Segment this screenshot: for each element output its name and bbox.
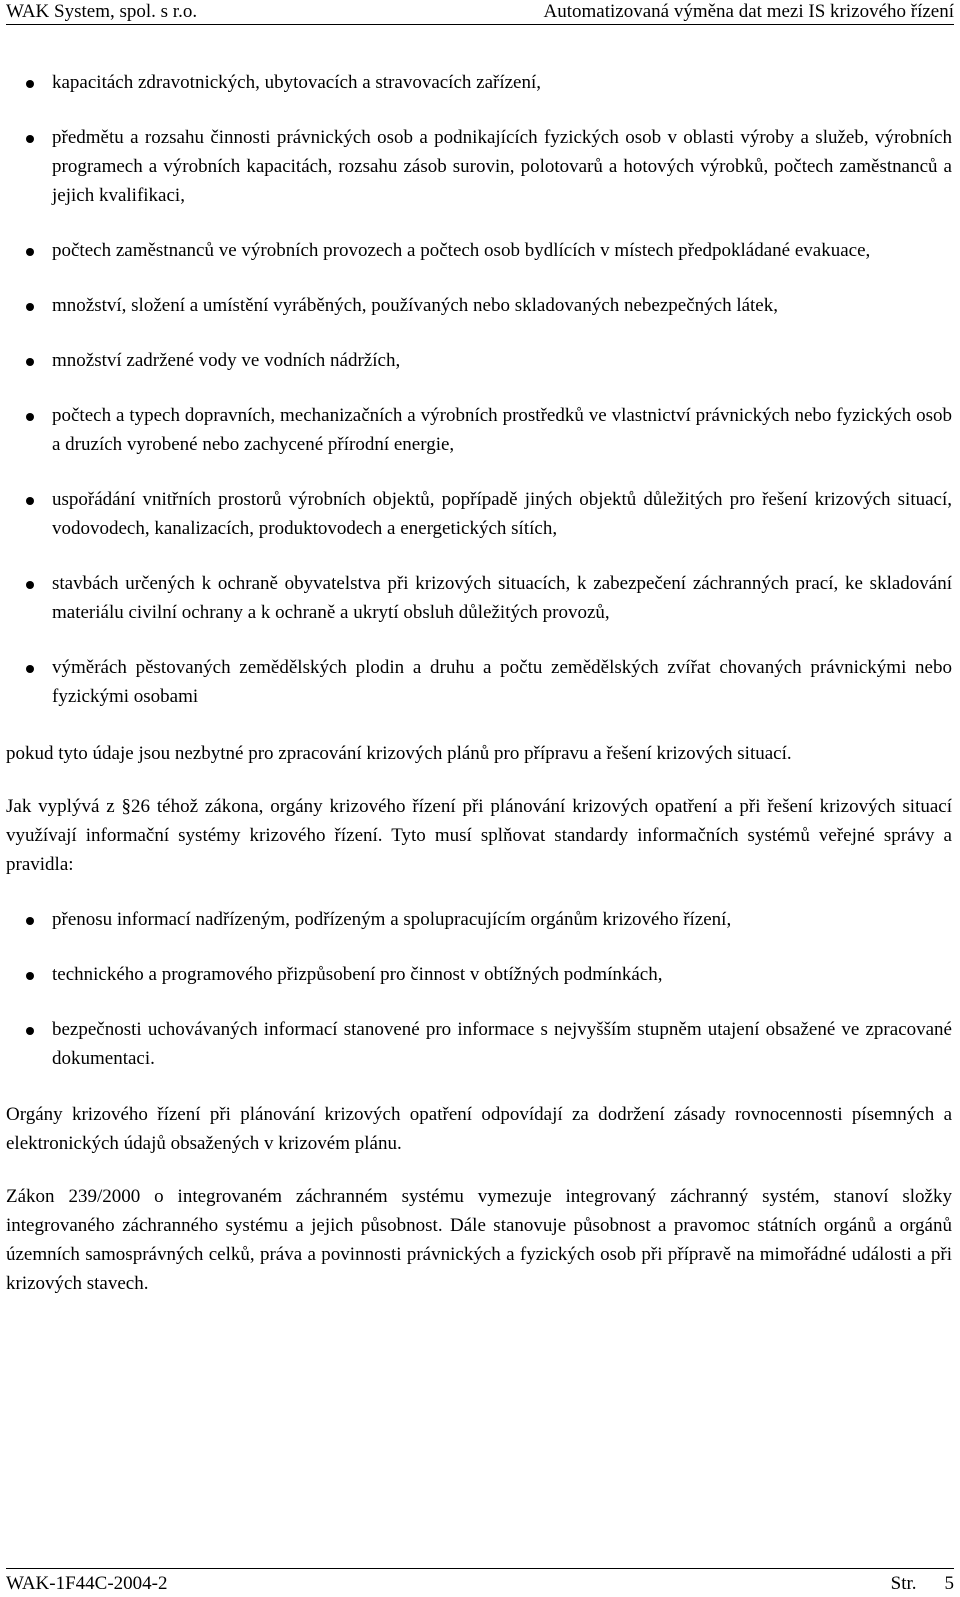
page-footer — [6, 1568, 954, 1595]
paragraph-equivalence: Orgány krizového řízení při plánování krizových opatření odpovídají za dodržení zásady rovnocennosti písemných a elektronických údajů obsažených v krizovém plánu. — [6, 1104, 952, 1154]
paragraph-section-26: Jak vyplývá z §26 téhož zákona, orgány krizového řízení při plánování krizových opatření a při řešení krizových situací využívají informační systémy krizového řízení. Tyto musí splňovat standardy informačních systémů veřejné správy a pravidla: — [6, 796, 952, 875]
bullet-icon — [26, 303, 34, 311]
bullet-icon — [26, 665, 34, 673]
footer-page-label: Str. — [890, 1573, 917, 1594]
list-item: bezpečnosti uchovávaných informací stanovené pro informace s nejvyšším stupněm utajení obsažené ve zpracované dokumentaci. — [6, 1015, 952, 1073]
list-item: množství, složení a umístění vyráběných, používaných nebo skladovaných nebezpečných látek, — [6, 291, 952, 320]
list-item: uspořádání vnitřních prostorů výrobních objektů, popřípadě jiných objektů důležitých pro řešení krizových situací, vodovodech, kanalizacích, produktovodech a energetických sítích, — [6, 485, 952, 543]
bullet-icon — [26, 248, 34, 256]
list-item: přenosu informací nadřízeným, podřízeným a spolupracujícím orgánům krizového řízení, — [6, 905, 952, 934]
bullet-icon — [26, 80, 34, 88]
list-item: počtech zaměstnanců ve výrobních provozech a počtech osob bydlících v místech předpokládané evakuace, — [6, 236, 952, 265]
list-item: předmětu a rozsahu činnosti právnických osob a podnikajících fyzických osob v oblasti výroby a služeb, výrobních programech a výrobních kapacitách, rozsahu zásob surovin, polotovarů a hotových výrobků, počtech zaměstnanců a jejich kvalifikaci, — [6, 123, 952, 210]
bullet-icon — [26, 358, 34, 366]
footer-page — [891, 1571, 954, 1597]
bullet-icon — [26, 413, 34, 421]
footer-doc-id: WAK-1F44C-2004-2 — [6, 1573, 168, 1594]
header-title: Automatizovaná výměna dat mezi IS krizového řízení — [543, 1, 954, 22]
document-body — [6, 68, 952, 1322]
bullet-icon — [26, 581, 34, 589]
bullet-icon — [26, 972, 34, 980]
paragraph-law-239: Zákon 239/2000 o integrovaném záchranném systému vymezuje integrovaný záchranný systém, stanoví složky integrovaného záchranného systému a jejich působnost. Dále stanovuje působnost a pravomoc státních orgánů a orgánů územních samosprávných celků, práva a povinnosti právnických a fyzických osob při přípravě na mimořádné události a při krizových stavech. — [6, 1186, 952, 1294]
bullet-list-data-sources — [6, 68, 952, 711]
header-company: WAK System, spol. s r.o. — [6, 1, 198, 22]
footer-page-number: 5 — [944, 1573, 954, 1594]
bullet-icon — [26, 1027, 34, 1035]
list-item: kapacitách zdravotnických, ubytovacích a stravovacích zařízení, — [6, 68, 952, 97]
list-item: technického a programového přizpůsobení pro činnost v obtížných podmínkách, — [6, 960, 952, 989]
bullet-icon — [26, 497, 34, 505]
paragraph-condition: pokud tyto údaje jsou nezbytné pro zpracování krizových plánů pro přípravu a řešení krizových situací. — [6, 743, 792, 764]
bullet-list-rules — [6, 905, 952, 1073]
bullet-icon — [26, 917, 34, 925]
page-header — [6, 0, 954, 25]
list-item: počtech a typech dopravních, mechanizačních a výrobních prostředků ve vlastnictví právnických nebo fyzických osob a druzích vyrobené nebo zachycené přírodní energie, — [6, 401, 952, 459]
list-item: stavbách určených k ochraně obyvatelstva při krizových situacích, k zabezpečení záchranných prací, ke skladování materiálu civilní ochrany a k ochraně a ukrytí obsluh důležitých provozů, — [6, 569, 952, 627]
list-item: množství zadržené vody ve vodních nádržích, — [6, 346, 952, 375]
list-item: výměrách pěstovaných zemědělských plodin a druhu a počtu zemědělských zvířat chovaných právnickými nebo fyzickými osobami — [6, 653, 952, 711]
bullet-icon — [26, 135, 34, 143]
